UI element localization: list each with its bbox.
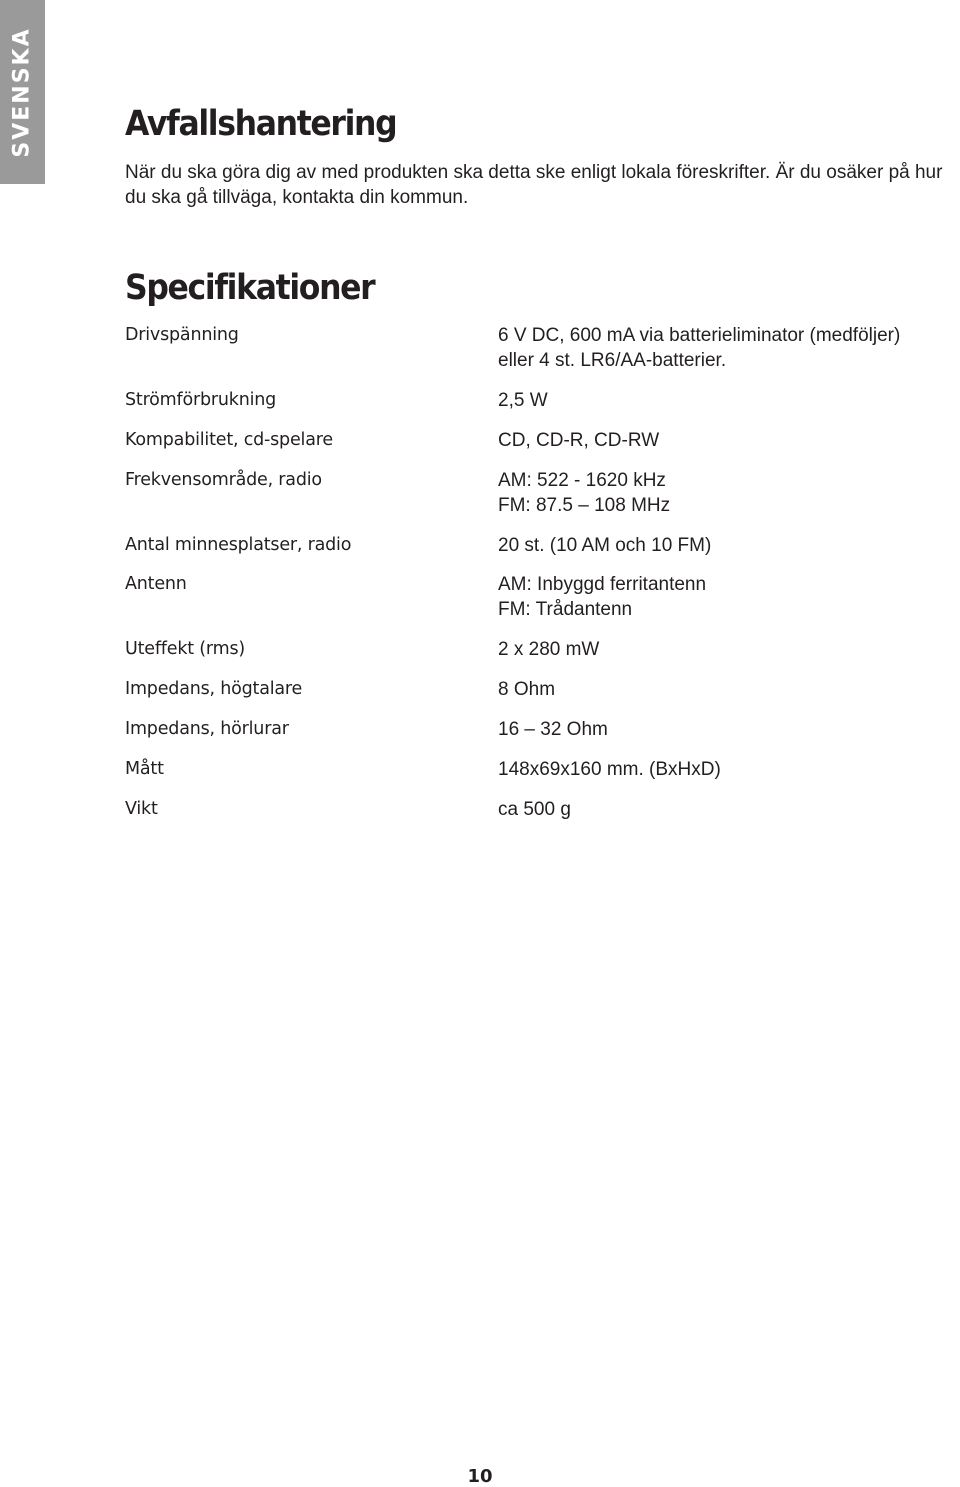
spec-value: CD, CD-R, CD-RW	[498, 430, 660, 451]
waste-heading: Avfallshantering	[125, 104, 397, 144]
spec-value: 6 V DC, 600 mA via batterieliminator (medföljer) eller 4 st. LR6/AA-batterier.	[498, 325, 901, 371]
spec-label: Uteffekt (rms)	[125, 639, 245, 659]
spec-label: Antal minnesplatser, radio	[125, 535, 352, 555]
page-number: 10	[467, 1466, 493, 1487]
spec-value: 16 – 32 Ohm	[498, 719, 608, 740]
spec-label: Antenn	[125, 574, 187, 594]
spec-label: Frekvensområde, radio	[125, 470, 322, 490]
spec-value: 2,5 W	[498, 390, 548, 411]
specifications-heading: Specifikationer	[125, 268, 375, 308]
spec-label: Impedans, hörlurar	[125, 719, 289, 739]
spec-label: Drivspänning	[125, 325, 239, 345]
spec-value: 2 x 280 mW	[498, 639, 600, 660]
spec-value: 20 st. (10 AM och 10 FM)	[498, 535, 712, 556]
waste-text: När du ska göra dig av med produkten ska detta ske enligt lokala föreskrifter. Är du osäker på hur du ska gå tillväga, kontakta din kommun.	[125, 162, 943, 208]
spec-label: Strömförbrukning	[125, 390, 277, 410]
spec-value: 148x69x160 mm. (BxHxD)	[498, 759, 721, 780]
language-tab	[0, 0, 45, 184]
spec-label: Impedans, högtalare	[125, 679, 303, 699]
spec-value: AM: Inbyggd ferritantenn FM: Trådantenn	[498, 574, 707, 620]
spec-label: Vikt	[125, 799, 158, 819]
spec-value: 8 Ohm	[498, 679, 556, 700]
language-tab-label: SVENSKA	[10, 26, 36, 158]
spec-label: Mått	[125, 759, 164, 779]
spec-value: ca 500 g	[498, 799, 571, 820]
spec-value: AM: 522 - 1620 kHz FM: 87.5 – 108 MHz	[498, 470, 671, 516]
spec-label: Kompabilitet, cd-spelare	[125, 430, 333, 450]
